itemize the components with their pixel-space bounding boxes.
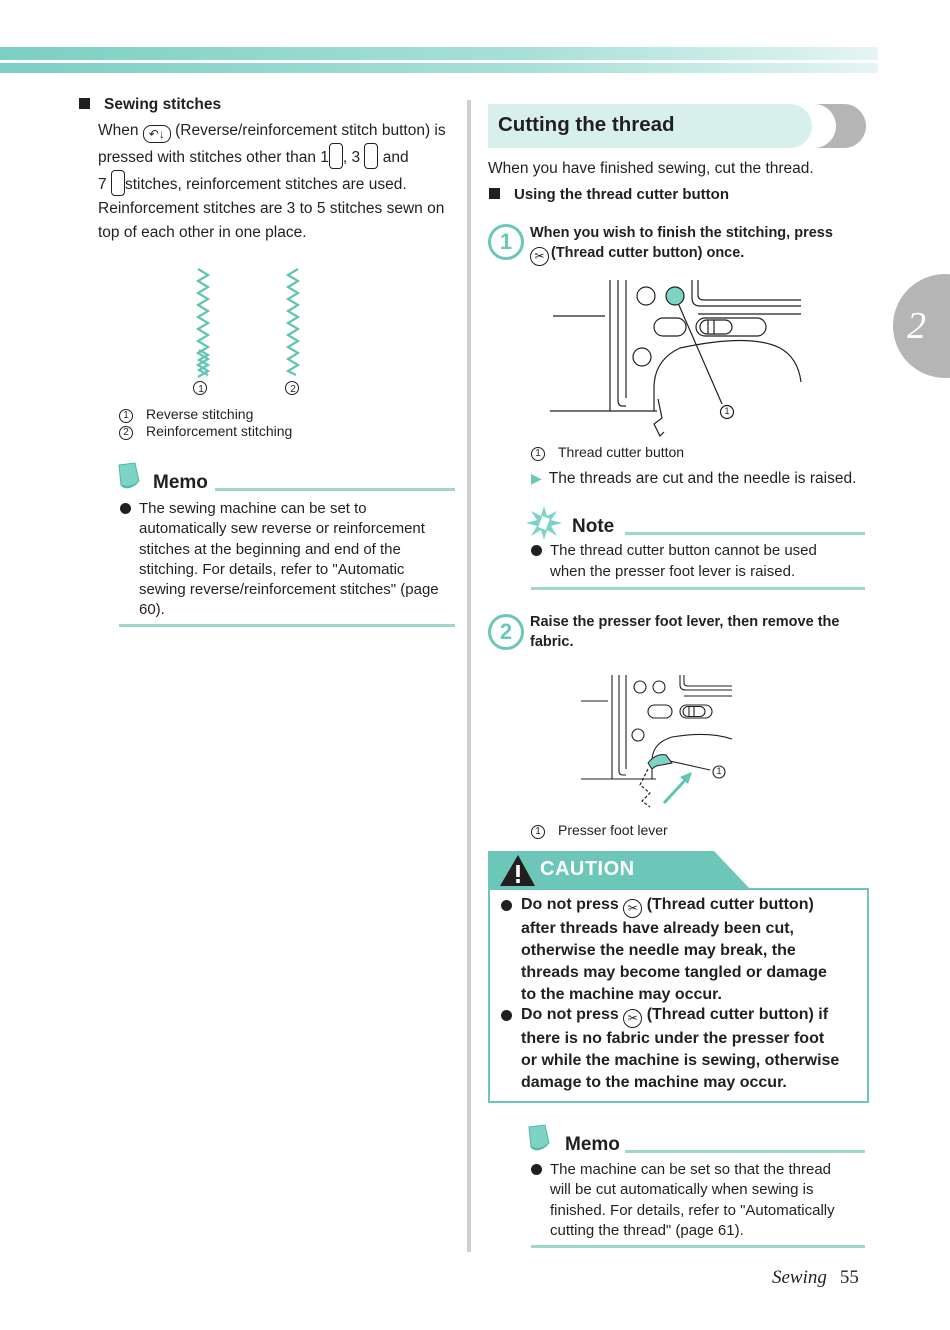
figure-2-legend: 1 Presser foot lever [531,822,668,839]
straight-stitch-icon [364,143,378,169]
memo-2-rule [625,1150,865,1153]
caution-item-2: Do not press ✂ (Thread cutter button) if there is no fabric under the presser foot or while the machine is sewing, otherwise damage to the machine may occur. [500,1004,860,1094]
stitch-legend: 1 Reverse stitching 2 Reinforcement stitching [119,406,292,440]
figure-2-callout: 1 [716,766,722,776]
square-bullet-icon [79,98,90,109]
memo-rule [215,488,455,491]
step-2-text: Raise the presser foot lever, then remove the fabric. [530,614,840,650]
straight-stitch-icon [329,143,343,169]
memo-bottom-rule [119,624,455,627]
reverse-stitch-button-icon: ↶↓ [143,125,171,143]
note-bottom-rule [531,587,865,590]
memo-2-bottom-rule [531,1245,865,1248]
section-title: Cutting the thread [498,113,675,136]
bullet-icon [501,900,512,911]
figure-1-callout: 1 [724,406,730,416]
figure-label-2: 2 [290,384,296,395]
page-footer [772,1267,859,1289]
memo-2-body: The machine can be set so that the thread will be cut automatically when sewing is finished. For details, refer to "Automatically cutting the thread" (page 61). [531,1160,835,1241]
note-body: The thread cutter button cannot be used when the presser foot lever is raised. [531,541,817,582]
column-divider [467,100,471,1252]
thread-cutter-button-icon: ✂ [623,899,642,918]
thread-cutter-button-icon: ✂ [623,1009,642,1028]
memo-icon [113,461,143,491]
presser-foot-figure [578,673,738,811]
memo-title: Memo [153,472,208,493]
intro-text: When you have finished sewing, cut the thread. [488,160,814,177]
thread-cutter-figure [550,278,805,438]
square-bullet-icon [489,188,500,199]
result-text: ▶ The threads are cut and the needle is raised. [531,470,857,487]
step-2-number: 2 [488,614,524,650]
figure-label-1: 1 [198,384,204,395]
bullet-icon [531,545,542,556]
step-1-text: When you wish to finish the stitching, press ✂ (Thread cutter button) once. [530,223,833,266]
header-band [0,47,878,74]
bullet-icon [120,503,131,514]
memo-icon [523,1123,553,1153]
memo-2-title: Memo [565,1134,620,1155]
thread-cutter-subheading: Using the thread cutter button [489,186,729,203]
caution-title: CAUTION [540,858,635,880]
figure-1-legend: 1 Thread cutter button [531,444,684,461]
footer-section: Sewing [772,1267,827,1288]
section-tab-decoration [814,104,866,148]
chapter-tab [893,274,950,378]
memo-body: The sewing machine can be set to automatically sew reverse or reinforcement stitches at the beginning and end of the stitching. For details, refer to "Automatic sewing reverse/reinforcement stitches" (page 60). [120,499,439,621]
note-icon [525,505,563,541]
sewing-stitches-paragraph: When ↶↓ (Reverse/reinforcement stitch button) is pressed with stitches other than 1 , 3 and 7 stitches, reinforcement stitches are used. Reinforcement stitches are 3 to 5 stitches sewn on top of each other in one place. [98,122,446,241]
zigzag-stitch-icon [111,170,125,196]
thread-cutter-button-icon: ✂ [530,247,549,266]
note-title: Note [572,516,615,537]
caution-item-1: Do not press ✂ (Thread cutter button) after threads have already been cut, otherwise the needle may break, the threads may become tangled or damage to the machine may occur. [500,894,860,1006]
step-1-number: 1 [488,224,524,260]
bullet-icon [531,1164,542,1175]
bullet-icon [501,1010,512,1021]
section-title-bar [488,104,812,148]
page-number: 55 [839,1267,859,1288]
note-rule [625,532,865,535]
result-arrow-icon: ▶ [531,470,542,486]
chapter-number: 2 [907,305,926,347]
sewing-stitches-heading: Sewing stitches [79,93,221,117]
reinforcement-stitch-line [288,269,298,375]
